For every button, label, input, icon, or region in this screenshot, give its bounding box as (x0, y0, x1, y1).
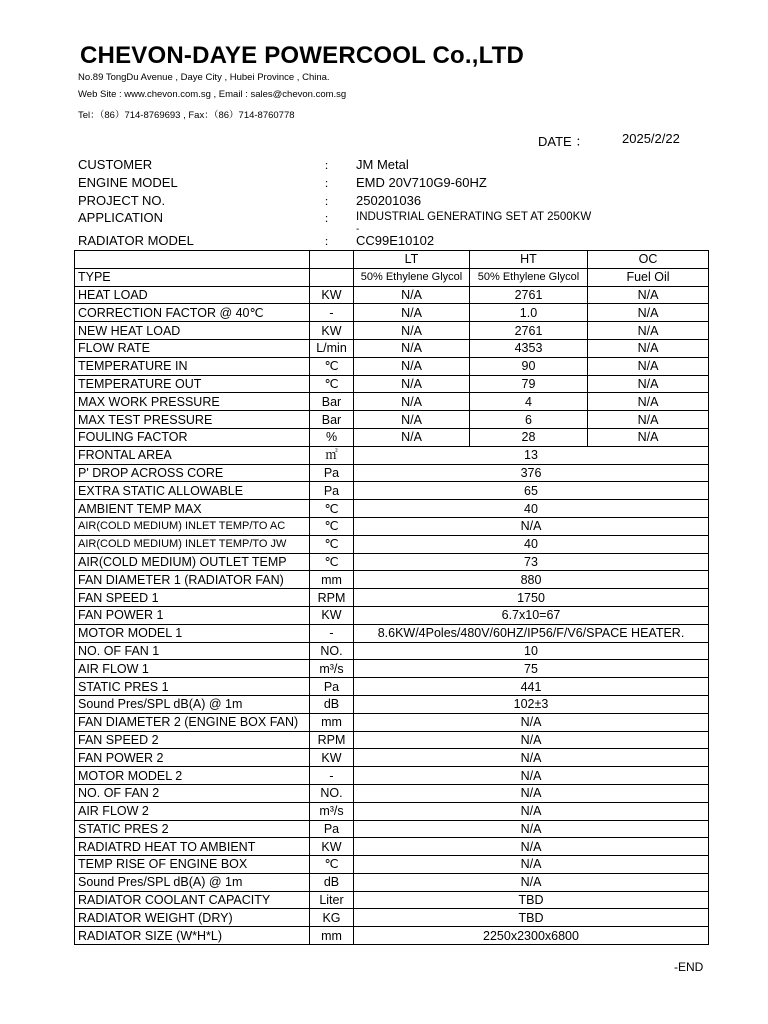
table-row (75, 927, 709, 945)
table-row (75, 482, 709, 500)
param-cell: MAX WORK PRESSURE (75, 393, 310, 411)
param-cell: TEMPERATURE OUT (75, 375, 310, 393)
param-cell: MOTOR MODEL 1 (75, 624, 310, 642)
value-cell: N/A (354, 838, 709, 856)
spec-table-body (75, 251, 709, 945)
param-cell: RADIATOR WEIGHT (DRY) (75, 909, 310, 927)
table-row (75, 749, 709, 767)
table-row (75, 642, 709, 660)
lt-cell: N/A (354, 393, 470, 411)
unit-cell: ㎡ (310, 446, 354, 464)
unit-cell: - (310, 624, 354, 642)
unit-cell: % (310, 428, 354, 446)
value-cell: 441 (354, 678, 709, 696)
ht-cell: 4 (470, 393, 588, 411)
table-row (75, 357, 709, 375)
table-row (75, 553, 709, 571)
param-cell: NO. OF FAN 1 (75, 642, 310, 660)
param-cell: FLOW RATE (75, 339, 310, 357)
unit-cell: ℃ (310, 553, 354, 571)
table-row (75, 713, 709, 731)
table-row (75, 304, 709, 322)
table-row (75, 571, 709, 589)
unit-cell: dB (310, 695, 354, 713)
value-cell: N/A (354, 802, 709, 820)
param-cell: FAN SPEED 2 (75, 731, 310, 749)
table-row (75, 393, 709, 411)
value-cell: 6.7x10=67 (354, 606, 709, 624)
table-row (75, 428, 709, 446)
unit-cell: Pa (310, 464, 354, 482)
param-cell: FOULING FACTOR (75, 428, 310, 446)
param-cell: AMBIENT TEMP MAX (75, 500, 310, 518)
param-cell: AIR FLOW 1 (75, 660, 310, 678)
table-row (75, 268, 709, 286)
param-cell: RADIATOR SIZE (W*H*L) (75, 927, 310, 945)
table-row (75, 784, 709, 802)
application-dash: - (356, 224, 360, 235)
value-cell: 880 (354, 571, 709, 589)
unit-cell: Liter (310, 891, 354, 909)
table-row (75, 660, 709, 678)
param-cell: MOTOR MODEL 2 (75, 767, 310, 785)
value-cell: 102±3 (354, 695, 709, 713)
value-cell: TBD (354, 909, 709, 927)
unit-cell: mm (310, 713, 354, 731)
unit-cell: m³/s (310, 802, 354, 820)
unit-cell: KW (310, 286, 354, 304)
value-cell: 65 (354, 482, 709, 500)
header-cell-unit (310, 251, 354, 269)
param-cell: Sound Pres/SPL dB(A) @ 1m (75, 873, 310, 891)
param-cell: TYPE (75, 268, 310, 286)
unit-cell: - (310, 304, 354, 322)
unit-cell: RPM (310, 589, 354, 607)
value-cell: 8.6KW/4Poles/480V/60HZ/IP56/F/V6/SPACE HEATER. (354, 624, 709, 642)
table-header-row (75, 251, 709, 269)
date-label: DATE ： (538, 134, 589, 149)
ht-cell: 1.0 (470, 304, 588, 322)
value-cell: N/A (354, 767, 709, 785)
param-cell: AIR(COLD MEDIUM) INLET TEMP/TO JW (75, 535, 310, 553)
ht-cell: 2761 (470, 322, 588, 340)
info-label: RADIATOR MODEL (78, 233, 194, 248)
info-value: INDUSTRIAL GENERATING SET AT 2500KW (356, 211, 592, 223)
oc-cell: N/A (588, 375, 709, 393)
info-value: 250201036 (356, 193, 422, 208)
unit-cell: dB (310, 873, 354, 891)
info-row-customer (78, 157, 708, 175)
info-row-engine-model (78, 175, 708, 193)
table-row (75, 820, 709, 838)
ht-cell: 90 (470, 357, 588, 375)
ht-cell: 79 (470, 375, 588, 393)
unit-cell: Bar (310, 411, 354, 429)
company-web-email: Web Site : www.chevon.com.sg , Email : sales@chevon.com.sg (78, 89, 347, 100)
param-cell: AIR(COLD MEDIUM) INLET TEMP/TO AC (75, 517, 310, 535)
param-cell: MAX TEST PRESSURE (75, 411, 310, 429)
info-colon: ： (324, 236, 335, 248)
header-cell-lt: LT (354, 251, 470, 269)
unit-cell (310, 268, 354, 286)
table-row (75, 838, 709, 856)
oc-cell: N/A (588, 304, 709, 322)
param-cell: FAN POWER 2 (75, 749, 310, 767)
unit-cell: mm (310, 571, 354, 589)
info-row-radiator-model (78, 233, 708, 251)
unit-cell: KG (310, 909, 354, 927)
table-row (75, 767, 709, 785)
table-row (75, 891, 709, 909)
table-row (75, 678, 709, 696)
table-row (75, 535, 709, 553)
info-row-application (78, 210, 708, 228)
unit-cell: ℃ (310, 517, 354, 535)
param-cell: STATIC PRES 2 (75, 820, 310, 838)
param-cell: HEAT LOAD (75, 286, 310, 304)
value-cell: 40 (354, 500, 709, 518)
value-cell: N/A (354, 517, 709, 535)
param-cell: FAN SPEED 1 (75, 589, 310, 607)
end-marker: -END (674, 960, 704, 974)
table-row (75, 411, 709, 429)
info-row-project-no (78, 193, 708, 211)
company-tel-fax: Tel：（86）714-8769693 , Fax：（86）714-8760778 (78, 110, 295, 121)
table-row (75, 517, 709, 535)
param-cell: FAN DIAMETER 2 (ENGINE BOX FAN) (75, 713, 310, 731)
unit-cell: m³/s (310, 660, 354, 678)
table-row (75, 286, 709, 304)
table-row (75, 500, 709, 518)
table-row (75, 909, 709, 927)
value-cell: N/A (354, 856, 709, 874)
oc-cell: N/A (588, 411, 709, 429)
ht-cell: 6 (470, 411, 588, 429)
info-colon: ： (324, 196, 335, 208)
unit-cell: KW (310, 749, 354, 767)
lt-cell: N/A (354, 286, 470, 304)
value-cell: 40 (354, 535, 709, 553)
value-cell: 376 (354, 464, 709, 482)
param-cell: EXTRA STATIC ALLOWABLE (75, 482, 310, 500)
unit-cell: RPM (310, 731, 354, 749)
unit-cell: Pa (310, 678, 354, 696)
table-row (75, 873, 709, 891)
unit-cell: ℃ (310, 375, 354, 393)
header-cell-ht: HT (470, 251, 588, 269)
table-row (75, 856, 709, 874)
unit-cell: ℃ (310, 856, 354, 874)
date-value: 2025/2/22 (622, 131, 680, 146)
info-colon: ： (324, 178, 335, 190)
param-cell: FAN DIAMETER 1 (RADIATOR FAN) (75, 571, 310, 589)
table-row (75, 695, 709, 713)
lt-cell: N/A (354, 428, 470, 446)
info-colon: ： (324, 160, 335, 172)
value-cell: 73 (354, 553, 709, 571)
unit-cell: NO. (310, 784, 354, 802)
value-cell: N/A (354, 749, 709, 767)
unit-cell: KW (310, 838, 354, 856)
param-cell: NEW HEAT LOAD (75, 322, 310, 340)
table-row (75, 589, 709, 607)
param-cell: TEMPERATURE IN (75, 357, 310, 375)
param-cell: AIR FLOW 2 (75, 802, 310, 820)
lt-cell: N/A (354, 375, 470, 393)
table-row (75, 375, 709, 393)
unit-cell: KW (310, 606, 354, 624)
company-name: CHEVON-DAYE POWERCOOL Co.,LTD (80, 42, 525, 69)
value-cell: N/A (354, 731, 709, 749)
param-cell: FRONTAL AREA (75, 446, 310, 464)
value-cell: 10 (354, 642, 709, 660)
info-value: JM Metal (356, 157, 409, 172)
unit-cell: ℃ (310, 500, 354, 518)
oc-cell: N/A (588, 286, 709, 304)
lt-cell: N/A (354, 411, 470, 429)
lt-cell: N/A (354, 304, 470, 322)
header-cell-oc: OC (588, 251, 709, 269)
table-row (75, 339, 709, 357)
unit-cell: mm (310, 927, 354, 945)
company-address: No.89 TongDu Avenue , Daye City , Hubei Province , China. (78, 72, 330, 83)
oc-cell: N/A (588, 322, 709, 340)
unit-cell: L/min (310, 339, 354, 357)
value-cell: 2250x2300x6800 (354, 927, 709, 945)
info-colon: ： (324, 213, 335, 225)
oc-cell: N/A (588, 393, 709, 411)
ht-cell: 4353 (470, 339, 588, 357)
param-cell: RADIATRD HEAT TO AMBIENT (75, 838, 310, 856)
table-row (75, 606, 709, 624)
ht-cell: 2761 (470, 286, 588, 304)
lt-cell: N/A (354, 357, 470, 375)
value-cell: N/A (354, 873, 709, 891)
table-row (75, 731, 709, 749)
value-cell: 75 (354, 660, 709, 678)
lt-cell: N/A (354, 339, 470, 357)
info-value: CC99E10102 (356, 233, 435, 248)
unit-cell: ℃ (310, 357, 354, 375)
value-cell: TBD (354, 891, 709, 909)
table-row (75, 464, 709, 482)
param-cell: RADIATOR COOLANT CAPACITY (75, 891, 310, 909)
info-label: ENGINE MODEL (78, 175, 178, 190)
lt-cell: N/A (354, 322, 470, 340)
unit-cell: Bar (310, 393, 354, 411)
unit-cell: - (310, 767, 354, 785)
param-cell: STATIC PRES 1 (75, 678, 310, 696)
ht-cell: 28 (470, 428, 588, 446)
info-label: APPLICATION (78, 210, 164, 225)
header-cell-parameter (75, 251, 310, 269)
value-cell: N/A (354, 820, 709, 838)
unit-cell: NO. (310, 642, 354, 660)
oc-cell: Fuel Oil (588, 268, 709, 286)
oc-cell: N/A (588, 339, 709, 357)
oc-cell: N/A (588, 428, 709, 446)
info-value: EMD 20V710G9-60HZ (356, 175, 487, 190)
ht-cell: 50% Ethylene Glycol (470, 268, 588, 286)
unit-cell: KW (310, 322, 354, 340)
info-label: CUSTOMER (78, 157, 153, 172)
param-cell: NO. OF FAN 2 (75, 784, 310, 802)
param-cell: FAN POWER 1 (75, 606, 310, 624)
table-row (75, 322, 709, 340)
unit-cell: ℃ (310, 535, 354, 553)
param-cell: TEMP RISE OF ENGINE BOX (75, 856, 310, 874)
value-cell: N/A (354, 784, 709, 802)
spec-table (74, 250, 709, 945)
table-row (75, 802, 709, 820)
param-cell: P' DROP ACROSS CORE (75, 464, 310, 482)
value-cell: N/A (354, 713, 709, 731)
param-cell: CORRECTION FACTOR @ 40℃ (75, 304, 310, 322)
param-cell: Sound Pres/SPL dB(A) @ 1m (75, 695, 310, 713)
table-row (75, 446, 709, 464)
unit-cell: Pa (310, 820, 354, 838)
value-cell: 1750 (354, 589, 709, 607)
oc-cell: N/A (588, 357, 709, 375)
info-label: PROJECT NO. (78, 193, 166, 208)
lt-cell: 50% Ethylene Glycol (354, 268, 470, 286)
param-cell: AIR(COLD MEDIUM) OUTLET TEMP (75, 553, 310, 571)
table-row (75, 624, 709, 642)
unit-cell: Pa (310, 482, 354, 500)
value-cell: 13 (354, 446, 709, 464)
